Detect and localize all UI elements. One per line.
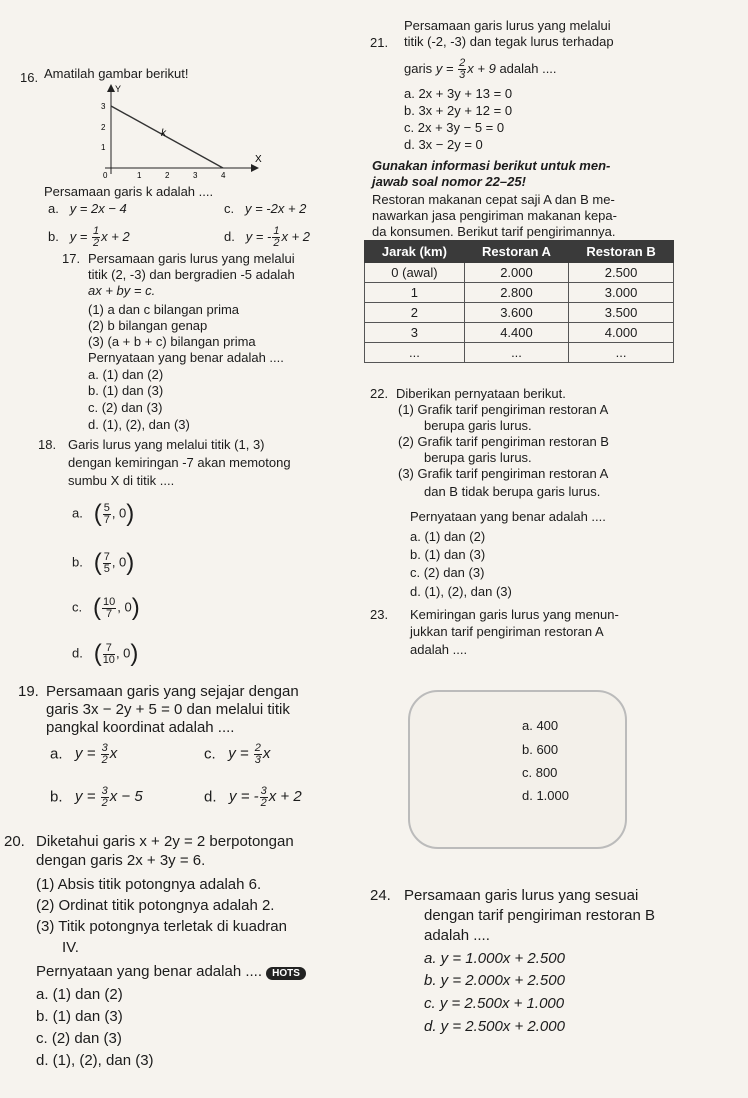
q23-option-d: d. 1.000 <box>522 788 569 803</box>
q24-line3: adalah .... <box>424 927 490 944</box>
x-tick-1: 1 <box>137 171 142 180</box>
q21-adalah: adalah .... <box>499 60 557 76</box>
q20-stmt2: (2) Ordinat titik potongnya adalah 2. <box>36 897 275 914</box>
q22-line1: Diberikan pernyataan berikut. <box>396 386 566 401</box>
table-cell: 2.000 <box>464 263 568 283</box>
q18-a-letter: a. <box>72 505 83 521</box>
info-title2: jawab soal nomor 22–25! <box>372 174 526 189</box>
q23-line3: adalah .... <box>410 642 468 657</box>
q19-number: 19. <box>18 683 39 700</box>
y-axis-label: Y <box>115 84 122 94</box>
y-tick-1: 1 <box>101 143 106 152</box>
q20-number: 20. <box>4 833 25 850</box>
table-header-row <box>365 241 674 263</box>
q22-option-b: b. (1) dan (3) <box>410 547 486 562</box>
q17-number: 17. <box>62 251 81 266</box>
table-cell: 4.000 <box>569 323 674 343</box>
q17-line1: Persamaan garis lurus yang melalui <box>88 251 295 266</box>
q17-option-a: a. (1) dan (2) <box>88 367 164 382</box>
q18-option-b: b. ( $\frac{7}{5}$ , 0) <box>72 549 135 576</box>
q19-line2: garis 3x − 2y + 5 = 0 dan melalui titik <box>46 701 290 718</box>
q18-b-letter: b. <box>72 554 83 570</box>
q19-option-b: b. y = $\frac{3}{2}$ x − 5 <box>50 785 143 809</box>
x-axis-arrow <box>251 164 259 172</box>
table-row <box>365 263 674 283</box>
q16-option-a <box>48 201 127 216</box>
q19-option-d: d. y = - $\frac{3}{2}$ x + 2 <box>204 785 302 809</box>
q17-ask: Pernyataan yang benar adalah .... <box>88 350 284 365</box>
q18-option-a: a. ( $\frac{5}{7}$ , 0) <box>72 500 135 527</box>
q23-option-c: c. 800 <box>522 765 558 780</box>
q17-stmt2: (2) b bilangan genap <box>88 318 208 333</box>
q21-option-b: b. 3x + 2y + 12 = 0 <box>404 103 513 118</box>
q22-number: 22. <box>370 386 389 401</box>
info-p2: nawarkan jasa pengiriman makanan kepa- <box>372 208 617 223</box>
q20-stmt1: (1) Absis titik potongnya adalah 6. <box>36 876 262 893</box>
q21-option-d: d. 3x − 2y = 0 <box>404 137 483 152</box>
q23-option-b: b. 600 <box>522 742 559 757</box>
x-tick-0: 0 <box>103 171 108 180</box>
q24-option-d: d. y = 2.500x + 2.000 <box>424 1018 565 1035</box>
q22-stmt3b: dan B tidak berupa garis lurus. <box>424 484 601 499</box>
q22-stmt1b: berupa garis lurus. <box>424 418 532 433</box>
q17-option-b: b. (1) dan (3) <box>88 383 164 398</box>
q17-line3: ax + by = c. <box>88 283 156 298</box>
q20-ask <box>36 963 306 980</box>
q19-option-c: c. y = $\frac{2}{3}$ x <box>204 742 271 766</box>
q23-line1: Kemiringan garis lurus yang menun- <box>410 607 619 622</box>
q20-option-a: a. (1) dan (2) <box>36 986 123 1003</box>
q20-option-b: b. (1) dan (3) <box>36 1008 123 1025</box>
line-k-label: k <box>161 128 166 139</box>
q20-ask-text: Pernyataan yang benar adalah .... <box>36 963 262 980</box>
q21-number: 21. <box>370 35 389 50</box>
q21-garis: garis <box>404 60 433 76</box>
q16-c-text: y = -2x + 2 <box>244 201 307 216</box>
y-axis-arrow <box>107 84 115 92</box>
q22-stmt2a: (2) Grafik tarif pengiriman restoran B <box>398 434 609 449</box>
table-cell: 3.600 <box>464 303 568 323</box>
q24-line1: Persamaan garis lurus yang sesuai <box>404 887 639 904</box>
hots-badge: HOTS <box>266 967 306 980</box>
q17-line2: titik (2, -3) dan bergradien -5 adalah <box>88 267 295 282</box>
x-tick-4: 4 <box>221 171 226 180</box>
q16-line-graph <box>95 82 265 182</box>
info-title1: Gunakan informasi berikut untuk men- <box>372 158 611 173</box>
q22-option-a: a. (1) dan (2) <box>410 529 486 544</box>
tarif-table <box>364 240 674 363</box>
q23-line2: jukkan tarif pengiriman restoran A <box>410 624 604 639</box>
table-cell: 0 (awal) <box>365 263 465 283</box>
table-cell: 1 <box>365 283 465 303</box>
q18-number: 18. <box>38 437 57 452</box>
q19-a-letter: a. <box>50 745 63 763</box>
q16-number: 16. <box>20 70 39 85</box>
table-header: Jarak (km) <box>365 241 465 263</box>
q23-option-a: a. 400 <box>522 718 559 733</box>
x-tick-2: 2 <box>165 171 170 180</box>
q19-line1: Persamaan garis yang sejajar dengan <box>46 683 299 700</box>
table-header: Restoran A <box>464 241 568 263</box>
q17-stmt3: (3) (a + b + c) bilangan prima <box>88 334 256 349</box>
q23-number: 23. <box>370 607 389 622</box>
table-row <box>365 283 674 303</box>
table-cell: ... <box>569 343 674 363</box>
q20-option-c: c. (2) dan (3) <box>36 1030 122 1047</box>
q17-stmt1: (1) a dan c bilangan prima <box>88 302 240 317</box>
table-row <box>365 343 674 363</box>
q16-option-d: d. y = - $\frac{1}{2}$ x + 2 <box>224 225 311 249</box>
q19-b-letter: b. <box>50 788 63 806</box>
answer-card <box>408 690 627 849</box>
q18-line1: Garis lurus yang melalui titik (1, 3) <box>68 437 265 452</box>
q16-a-text: y = 2x − 4 <box>69 201 127 216</box>
q21-option-a: a. 2x + 3y + 13 = 0 <box>404 86 513 101</box>
line-k <box>111 106 223 168</box>
q18-option-c: c. ( $\frac{10}{7}$ , 0) <box>72 594 140 621</box>
q20-stmt3b: IV. <box>62 939 79 956</box>
q24-option-b: b. y = 2.000x + 2.500 <box>424 972 565 989</box>
q22-ask: Pernyataan yang benar adalah .... <box>410 509 606 524</box>
table-cell: 3.500 <box>569 303 674 323</box>
q18-c-letter: c. <box>72 599 83 615</box>
x-axis-label: X <box>255 154 262 165</box>
table-cell: ... <box>365 343 465 363</box>
q18-line3: sumbu X di titik .... <box>68 473 175 488</box>
q16-c-letter: c. <box>224 201 235 216</box>
q19-option-a: a. y = $\frac{3}{2}$ x <box>50 742 118 766</box>
q16-question: Persamaan garis k adalah .... <box>44 184 214 199</box>
table-cell: 2.500 <box>569 263 674 283</box>
table-row <box>365 323 674 343</box>
q19-line3: pangkal koordinat adalah .... <box>46 719 235 736</box>
y-tick-2: 2 <box>101 123 106 132</box>
q21-line1: Persamaan garis lurus yang melalui <box>404 18 611 33</box>
q21-line2: titik (-2, -3) dan tegak lurus terhadap <box>404 34 614 49</box>
q20-line2: dengan garis 2x + 3y = 6. <box>36 852 206 869</box>
table-cell: 4.400 <box>464 323 568 343</box>
q24-number: 24. <box>370 887 391 904</box>
q24-option-a: a. y = 1.000x + 2.500 <box>424 950 565 967</box>
x-tick-3: 3 <box>193 171 198 180</box>
table-row <box>365 303 674 323</box>
q16-intro: Amatilah gambar berikut! <box>44 66 189 81</box>
q24-line2: dengan tarif pengiriman restoran B <box>424 907 655 924</box>
q17-option-d: d. (1), (2), dan (3) <box>88 417 190 432</box>
q16-d-letter: d. <box>224 228 235 244</box>
table-cell: 3 <box>365 323 465 343</box>
q16-option-b: b. y = $\frac{1}{2}$ x + 2 <box>48 225 130 249</box>
q20-line1: Diketahui garis x + 2y = 2 berpotongan <box>36 833 294 850</box>
q18-d-letter: d. <box>72 645 83 661</box>
q20-option-d: d. (1), (2), dan (3) <box>36 1052 154 1069</box>
q18-line2: dengan kemiringan -7 akan memotong <box>68 455 291 470</box>
q22-stmt2b: berupa garis lurus. <box>424 450 532 465</box>
table-cell: 2.800 <box>464 283 568 303</box>
q21-option-c: c. 2x + 3y − 5 = 0 <box>404 120 505 135</box>
info-p3: da konsumen. Berikut tarif pengirimannya. <box>372 224 616 239</box>
q17-option-c: c. (2) dan (3) <box>88 400 163 415</box>
q16-b-letter: b. <box>48 228 59 244</box>
q19-c-letter: c. <box>204 745 216 763</box>
q22-stmt1a: (1) Grafik tarif pengiriman restoran A <box>398 402 609 417</box>
q22-option-c: c. (2) dan (3) <box>410 565 485 580</box>
q21-line3: garis y = $\frac{2}{3}$ x + 9 adalah .... <box>404 57 557 81</box>
q19-d-letter: d. <box>204 788 217 806</box>
q20-stmt3a: (3) Titik potongnya terletak di kuadran <box>36 918 287 935</box>
q22-option-d: d. (1), (2), dan (3) <box>410 584 512 599</box>
table-cell: 3.000 <box>569 283 674 303</box>
q16-option-c <box>224 201 306 216</box>
info-p1: Restoran makanan cepat saji A dan B me- <box>372 192 615 207</box>
table-cell: ... <box>464 343 568 363</box>
y-tick-3: 3 <box>101 102 106 111</box>
q16-a-letter: a. <box>48 201 59 216</box>
q22-stmt3a: (3) Grafik tarif pengiriman restoran A <box>398 466 609 481</box>
q18-option-d: d. ( $\frac{7}{10}$ , 0) <box>72 640 139 667</box>
table-cell: 2 <box>365 303 465 323</box>
q24-option-c: c. y = 2.500x + 1.000 <box>424 995 565 1012</box>
table-header: Restoran B <box>569 241 674 263</box>
